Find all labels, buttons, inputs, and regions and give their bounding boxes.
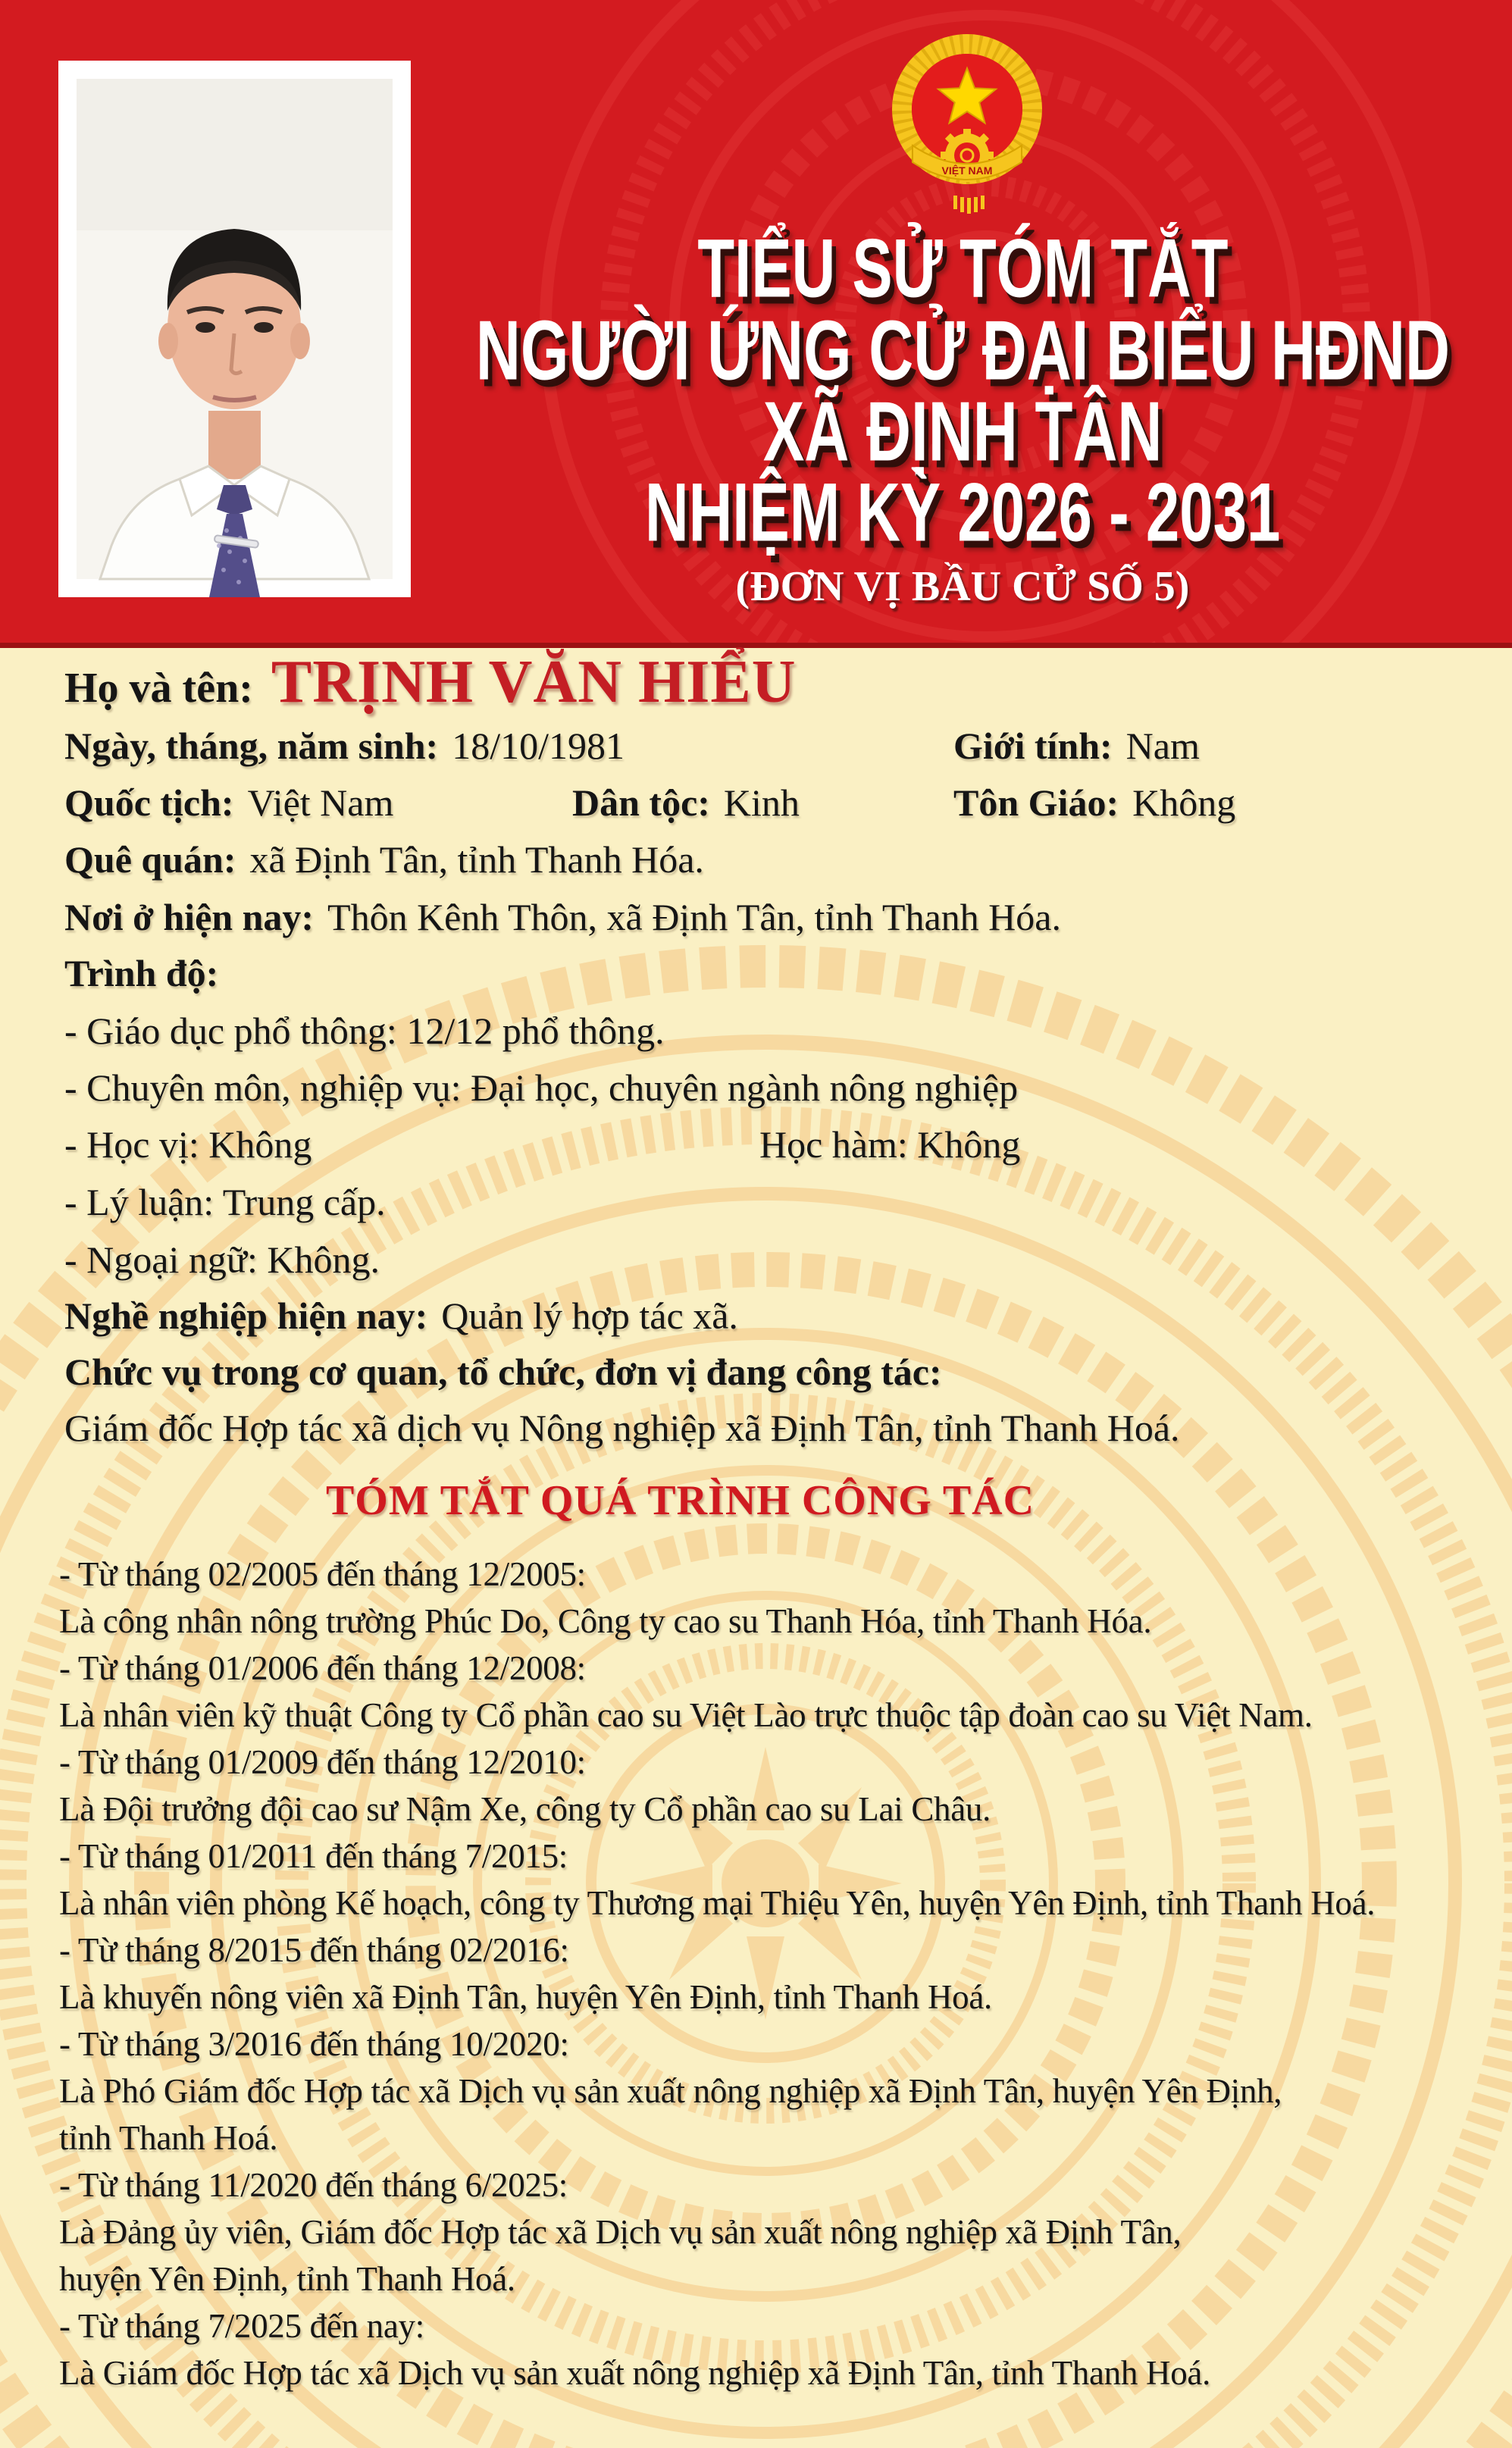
residence-value: Thôn Kênh Thôn, xã Định Tân, tỉnh Thanh Hóa. [327, 896, 1061, 938]
history-line: - Từ tháng 02/2005 đến tháng 12/2005: [59, 1555, 586, 1593]
residence-row [64, 895, 1504, 939]
position-value-row [64, 1406, 1504, 1450]
nationality-label: Quốc tịch: [64, 781, 234, 824]
religion-value: Không [1132, 781, 1236, 824]
history-line: - Từ tháng 7/2025 đến nay: [59, 2307, 424, 2345]
history-line: Là Phó Giám đốc Hợp tác xã Dịch vụ sản xuất nông nghiệp xã Định Tân, huyện Yên Định, [59, 2072, 1282, 2110]
education-label: Trình độ: [64, 952, 219, 994]
history-line: Là Đảng ủy viên, Giám đốc Hợp tác xã Dịch vụ sản xuất nông nghiệp xã Định Tân, [59, 2213, 1182, 2251]
history-line: Là khuyến nông viên xã Định Tân, huyện Yên Định, tỉnh Thanh Hoá. [59, 1978, 992, 2016]
edu-general: - Giáo dục phổ thông: 12/12 phổ thông. [64, 1010, 665, 1052]
edu-degree: - Học vị: Không [64, 1123, 312, 1166]
edu-degree-row [64, 1122, 1504, 1166]
edu-professional-row [64, 1066, 1504, 1110]
dob-gender-row [64, 724, 1504, 768]
title-block [413, 0, 1512, 643]
hometown-row [64, 837, 1504, 881]
full-name-row [64, 648, 1504, 717]
title-line-5-election-unit: (ĐƠN VỊ BẦU CỬ SỐ 5) [735, 563, 1190, 610]
nationality-value: Việt Nam [247, 781, 394, 824]
work-history-header: TÓM TẮT QUÁ TRÌNH CÔNG TÁC [325, 1477, 1035, 1524]
title-line-1: TIỂU SỬ TÓM TẮT [697, 221, 1229, 315]
occupation-row [64, 1294, 1504, 1338]
history-line: tỉnh Thanh Hoá. [59, 2119, 278, 2157]
education-heading-row [64, 951, 1504, 995]
history-line: - Từ tháng 11/2020 đến tháng 6/2025: [59, 2166, 568, 2204]
position-label-row [64, 1350, 1504, 1394]
edu-theory-row [64, 1180, 1504, 1224]
gender-label: Giới tính: [953, 725, 1113, 767]
edu-language-row [64, 1238, 1504, 1282]
position-label: Chức vụ trong cơ quan, tổ chức, đơn vị đang công tác: [64, 1351, 942, 1393]
history-line: - Từ tháng 01/2011 đến tháng 7/2015: [59, 1837, 568, 1875]
history-line: Là Giám đốc Hợp tác xã Dịch vụ sản xuất nông nghiệp xã Định Tân, tỉnh Thanh Hoá. [59, 2354, 1211, 2392]
edu-language: - Ngoại ngữ: Không. [64, 1238, 380, 1281]
emblem-banner-text: VIỆT NAM [941, 164, 993, 177]
position-value: Giám đốc Hợp tác xã dịch vụ Nông nghiệp xã Định Tân, tỉnh Thanh Hoá. [64, 1407, 1180, 1449]
history-line: huyện Yên Định, tỉnh Thanh Hoá. [59, 2260, 515, 2298]
occupation-value: Quản lý hợp tác xã. [441, 1294, 738, 1337]
title-line-3: XÃ ĐỊNH TÂN [762, 384, 1163, 480]
header-red-band [0, 0, 1512, 643]
portrait-photo [58, 61, 411, 597]
edu-general-row [64, 1009, 1504, 1053]
nationality-row [64, 781, 1504, 825]
history-line: Là nhân viên kỹ thuật Công ty Cổ phần cao su Việt Lào trực thuộc tập đoàn cao su Việt Nam. [59, 1696, 1313, 1734]
name-label: Họ và tên: [64, 665, 253, 712]
portrait-photo-frame [58, 61, 411, 597]
title-line-2: NGƯỜI ỨNG CỬ ĐẠI BIỂU HĐND [475, 303, 1450, 399]
edu-theory: - Lý luận: Trung cấp. [64, 1181, 386, 1223]
ethnicity-label: Dân tộc: [572, 781, 710, 824]
dob-label: Ngày, tháng, năm sinh: [64, 725, 439, 767]
history-line: - Từ tháng 01/2006 đến tháng 12/2008: [59, 1649, 586, 1687]
biography-body [0, 648, 1512, 2448]
band-divider-line [0, 643, 1512, 648]
hometown-value: xã Định Tân, tỉnh Thanh Hóa. [249, 838, 704, 881]
edu-professional: - Chuyên môn, nghiệp vụ: Đại học, chuyên ngành nông nghiệp [64, 1066, 1019, 1109]
dob-value: 18/10/1981 [452, 725, 625, 767]
edu-title: Học hàm: Không [759, 1123, 1021, 1166]
history-line: - Từ tháng 8/2015 đến tháng 02/2016: [59, 1931, 569, 1969]
religion-label: Tôn Giáo: [953, 781, 1119, 824]
history-line: - Từ tháng 3/2016 đến tháng 10/2020: [59, 2025, 569, 2063]
history-line: Là công nhân nông trường Phúc Do, Công ty cao su Thanh Hóa, tỉnh Thanh Hóa. [59, 1602, 1152, 1640]
candidate-name: TRỊNH VĂN HIỂU [271, 649, 797, 715]
ethnicity-value: Kinh [723, 781, 800, 824]
hometown-label: Quê quán: [64, 838, 236, 881]
history-line: - Từ tháng 01/2009 đến tháng 12/2010: [59, 1743, 586, 1781]
history-line: Là Đội trưởng đội cao sư Nậm Xe, công ty Cổ phần cao su Lai Châu. [59, 1790, 991, 1828]
history-line: Là nhân viên phòng Kế hoạch, công ty Thương mại Thiệu Yên, huyện Yên Định, tỉnh Thanh Hoá. [59, 1884, 1376, 1922]
residence-label: Nơi ở hiện nay: [64, 896, 315, 938]
gender-value: Nam [1125, 725, 1200, 767]
work-history-list [59, 1551, 1508, 2396]
occupation-label: Nghề nghiệp hiện nay: [64, 1294, 428, 1337]
title-line-4: NHIỆM KỲ 2026 - 2031 [644, 465, 1281, 559]
